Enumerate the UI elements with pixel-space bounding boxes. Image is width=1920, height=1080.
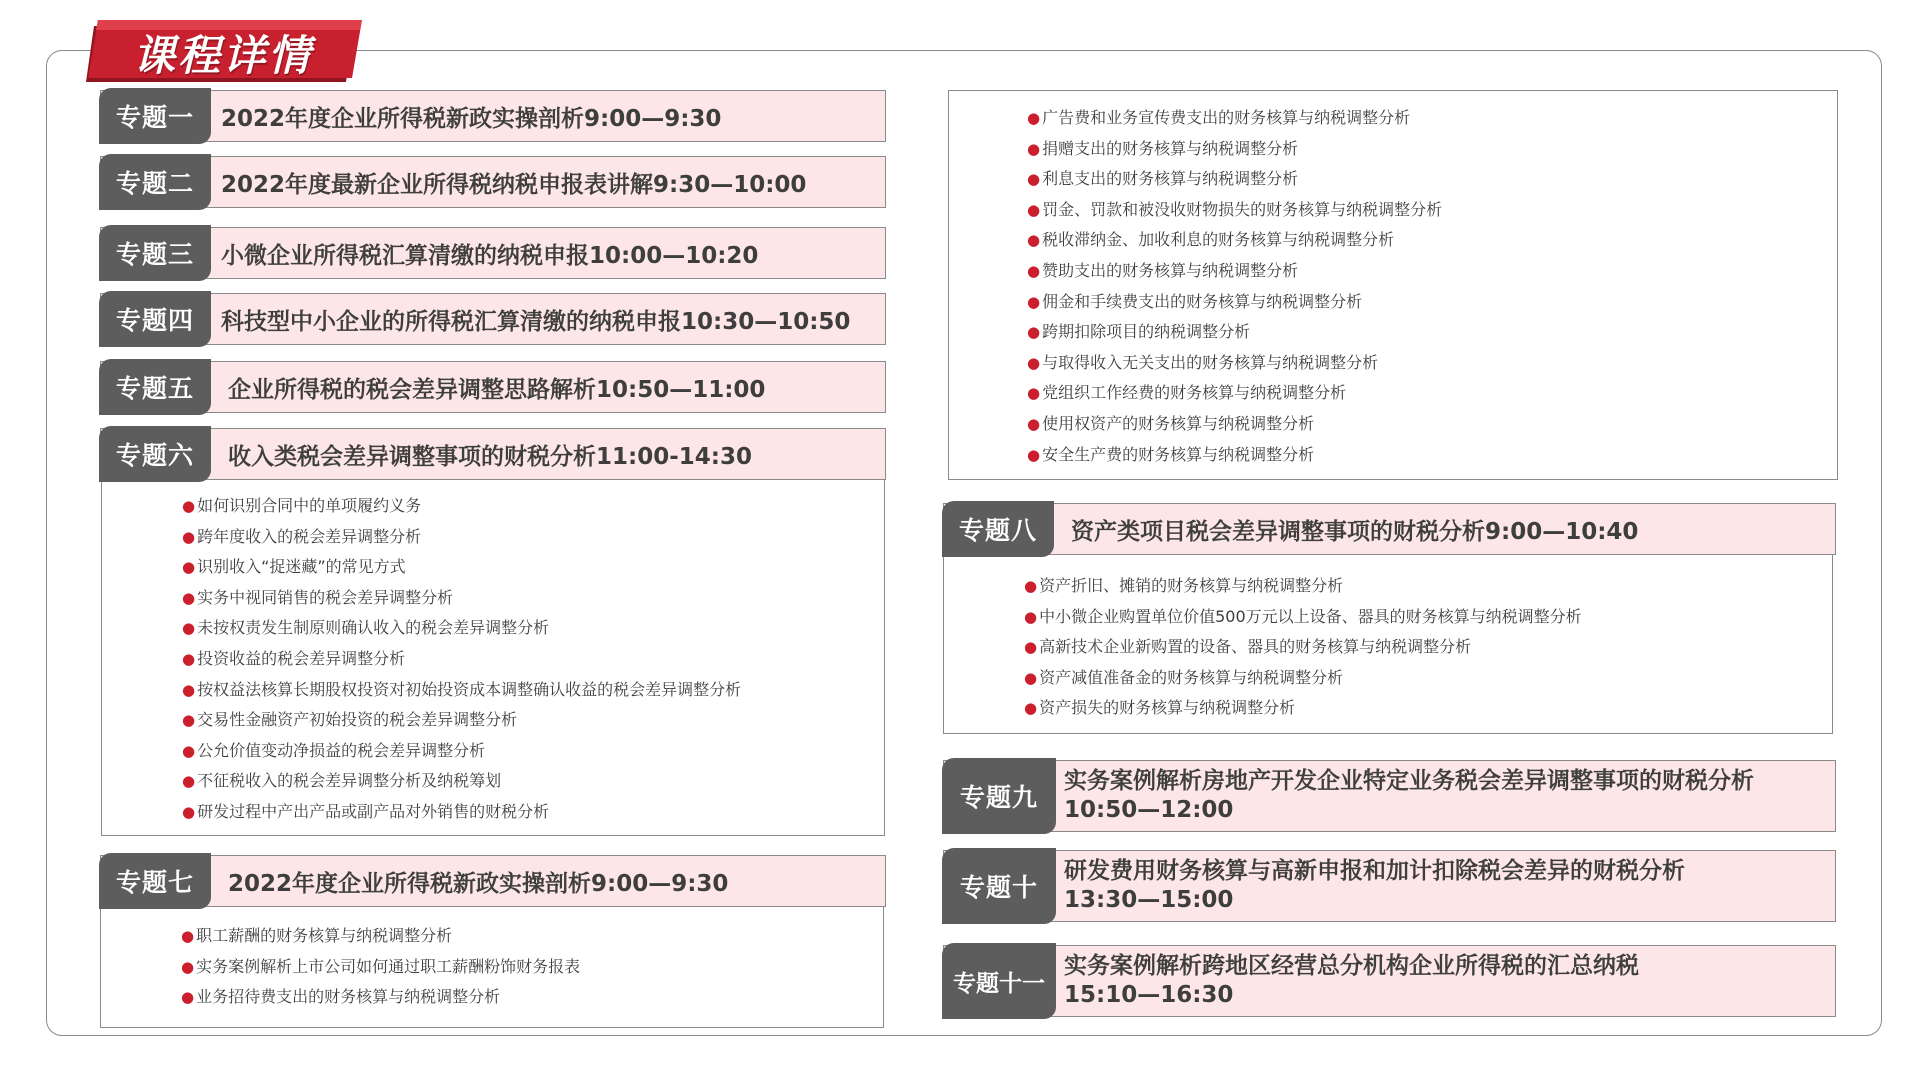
list-item: ● 党组织工作经费的财务核算与纳税调整分析 <box>1027 383 1347 403</box>
topic-6 <box>100 428 886 480</box>
list-item: ● 罚金、罚款和被没收财物损失的财务核算与纳税调整分析 <box>1027 199 1443 219</box>
topic-1 <box>100 90 886 142</box>
list-item: ● 交易性金融资产初始投资的税会差异调整分析 <box>182 710 518 730</box>
topic-5 <box>100 361 886 413</box>
topic-title: 企业所得税的税会差异调整思路解析10:50—11:00 <box>228 376 766 403</box>
topic-2 <box>100 156 886 208</box>
list-item: ● 高新技术企业新购置的设备、器具的财务核算与纳税调整分析 <box>1024 637 1472 657</box>
list-item: ● 公允价值变动净损益的税会差异调整分析 <box>182 740 486 760</box>
topic-tag: 专题一 <box>99 88 211 144</box>
topic-7-continued-list <box>948 90 1838 480</box>
topic-tag: 专题九 <box>942 758 1056 834</box>
list-item: ● 资产减值准备金的财务核算与纳税调整分析 <box>1024 667 1344 687</box>
title-banner <box>84 20 362 86</box>
page-title: 课程详情 <box>132 31 313 80</box>
topic-4 <box>100 293 886 345</box>
list-item: ● 跨年度收入的税会差异调整分析 <box>182 526 422 546</box>
topic-10 <box>943 850 1836 922</box>
topic-3 <box>100 227 886 279</box>
topic-tag: 专题五 <box>99 359 211 415</box>
list-item: ● 赞助支出的财务核算与纳税调整分析 <box>1027 260 1299 280</box>
topic-tag: 专题十 <box>942 848 1056 924</box>
topic-9 <box>943 760 1836 832</box>
topic-7-list <box>100 898 884 1028</box>
list-item: ● 利息支出的财务核算与纳税调整分析 <box>1027 169 1299 189</box>
list-item: ● 捐赠支出的财务核算与纳税调整分析 <box>1027 138 1299 158</box>
topic-8-list <box>943 550 1833 734</box>
topic-7 <box>100 855 886 907</box>
list-item: ● 职工薪酬的财务核算与纳税调整分析 <box>181 926 453 945</box>
topic-title: 2022年度最新企业所得税纳税申报表讲解9:30—10:00 <box>221 171 807 198</box>
topic-tag: 专题六 <box>99 426 211 482</box>
list-item: ● 使用权资产的财务核算与纳税调整分析 <box>1027 413 1315 433</box>
list-item: ● 未按权责发生制原则确认收入的税会差异调整分析 <box>182 618 550 638</box>
topic-title: 科技型中小企业的所得税汇算清缴的纳税申报10:30—10:50 <box>221 308 851 335</box>
topic-tag: 专题三 <box>99 225 211 281</box>
topic-tag: 专题七 <box>99 853 211 909</box>
topic-8 <box>943 503 1836 555</box>
topic-title: 研发费用财务核算与高新申报和加计扣除税会差异的财税分析 13:30—15:00 <box>1064 858 1685 913</box>
topic-tag: 专题十一 <box>942 943 1056 1019</box>
topic-title: 收入类税会差异调整事项的财税分析11:00-14:30 <box>228 443 752 470</box>
topic-title: 小微企业所得税汇算清缴的纳税申报10:00—10:20 <box>221 242 759 269</box>
topic-title: 实务案例解析房地产开发企业特定业务税会差异调整事项的财税分析 10:50—12:00 <box>1064 768 1754 823</box>
list-item: ● 不征税收入的税会差异调整分析及纳税筹划 <box>182 771 502 791</box>
list-item: ● 如何识别合同中的单项履约义务 <box>182 496 422 515</box>
topic-6-list <box>101 470 885 836</box>
list-item: ● 按权益法核算长期股权投资对初始投资成本调整确认收益的税会差异调整分析 <box>182 679 742 699</box>
topic-title: 资产类项目税会差异调整事项的财税分析9:00—10:40 <box>1071 518 1639 545</box>
list-item: ● 资产损失的财务核算与纳税调整分析 <box>1024 698 1296 718</box>
list-item: ● 与取得收入无关支出的财务核算与纳税调整分析 <box>1027 352 1379 372</box>
list-item: ● 识别收入“捉迷藏”的常见方式 <box>182 557 406 577</box>
topic-title: 2022年度企业所得税新政实操剖析9:00—9:30 <box>228 870 729 897</box>
list-item: ● 实务中视同销售的税会差异调整分析 <box>182 587 454 607</box>
list-item: ● 实务案例解析上市公司如何通过职工薪酬粉饰财务报表 <box>181 956 581 976</box>
list-item: ● 佣金和手续费支出的财务核算与纳税调整分析 <box>1027 291 1363 311</box>
list-item: ● 中小微企业购置单位价值500万元以上设备、器具的财务核算与纳税调整分析 <box>1024 606 1582 626</box>
topic-title: 实务案例解析跨地区经营总分机构企业所得税的汇总纳税 15:10—16:30 <box>1064 953 1639 1008</box>
list-item: ● 税收滞纳金、加收利息的财务核算与纳税调整分析 <box>1027 230 1395 250</box>
list-item: ● 投资收益的税会差异调整分析 <box>182 648 406 668</box>
list-item: ● 安全生产费的财务核算与纳税调整分析 <box>1027 444 1315 464</box>
topic-tag: 专题二 <box>99 154 211 210</box>
topic-tag: 专题四 <box>99 291 211 347</box>
list-item: ● 研发过程中产出产品或副产品对外销售的财税分析 <box>182 801 550 821</box>
list-item: ● 广告费和业务宣传费支出的财务核算与纳税调整分析 <box>1027 108 1411 127</box>
list-item: ● 业务招待费支出的财务核算与纳税调整分析 <box>181 987 501 1007</box>
list-item: ● 资产折旧、摊销的财务核算与纳税调整分析 <box>1024 576 1344 595</box>
list-item: ● 跨期扣除项目的纳税调整分析 <box>1027 322 1251 342</box>
topic-title: 2022年度企业所得税新政实操剖析9:00—9:30 <box>221 105 722 132</box>
topic-tag: 专题八 <box>942 501 1054 557</box>
topic-11 <box>943 945 1836 1017</box>
